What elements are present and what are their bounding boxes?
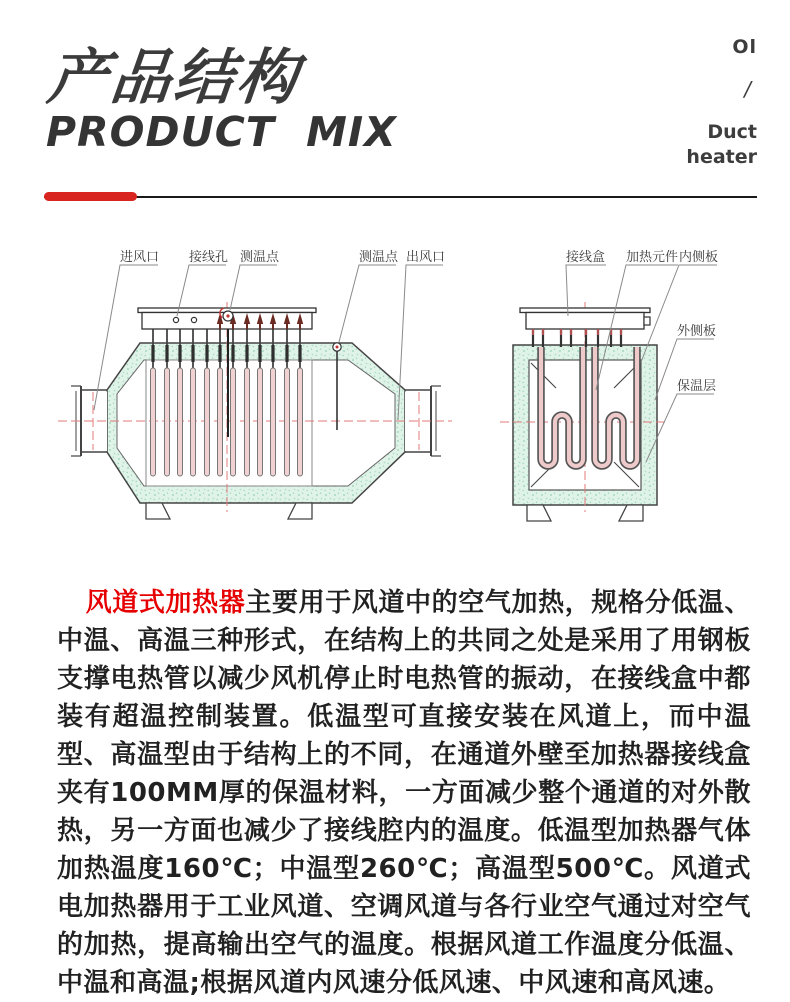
page-title: 产品结构 [44, 43, 304, 113]
left-diagram [58, 249, 452, 519]
right-post-red-tips [533, 329, 621, 335]
structure-diagrams [0, 240, 790, 530]
right-junction-box [526, 313, 644, 330]
label-wiring-hole: 接线孔 [189, 250, 229, 265]
label-inner-plate: 内侧板 [679, 250, 719, 265]
right-junction-box-plate [520, 308, 650, 313]
label-outer-plate: 外侧板 [677, 324, 717, 339]
wiring-hole-1 [173, 317, 178, 322]
description-lead: 风道式加热器 [85, 588, 246, 618]
product-description [57, 584, 751, 1002]
left-foot-2 [288, 503, 312, 519]
label-air-outlet: 出风口 [406, 250, 446, 265]
label-temp-point-1: 测温点 [240, 250, 280, 265]
label-junction-box: 接线盒 [566, 250, 606, 265]
label-insulation-layer: 保温层 [677, 379, 717, 394]
right-diagram [500, 249, 718, 521]
wiring-hole-2 [191, 317, 196, 322]
left-rod-arrow-shafts [220, 324, 300, 329]
right-foot-1 [527, 505, 551, 521]
label-heating-element: 加热元件 [626, 250, 679, 265]
section-index: Ol [732, 36, 757, 58]
divider-line [44, 196, 757, 198]
slash-separator: / [744, 77, 751, 101]
left-foot-1 [146, 503, 170, 519]
right-foot-2 [619, 505, 643, 521]
label-air-inlet: 进风口 [120, 250, 160, 265]
label-temp-point-2: 测温点 [359, 250, 399, 265]
duct-heater-diagram-svg [0, 240, 790, 530]
section-divider [44, 192, 757, 201]
product-name-line2: heater [686, 146, 757, 168]
junction-box-stub [644, 317, 650, 325]
corner-block [637, 38, 757, 167]
divider-accent-bar [44, 192, 137, 201]
description-body: 主要用于风道中的空气加热，规格分低温、中温、高温三种形式，在结构上的共同之处是采用了用钢板支撑电热管以减少风机停止时电热管的振动，在接线盒中都装有超温控制装置。低温型可直接安装在风道上，而中温型、高温型由于结构上的不同，在通道外壁至加热器接线盒夹有100MM厚的保温材料，一方面减少整个通道的对外散热，另一方面也减少了接线腔内的温度。低温型加热器气体加热温度160℃；中温型260℃；高温型500℃。风道式电加热器用于工业风道、空调风道与各行业空气通过对空气的加热，提高输出空气的温度。根据风道工作温度分低温、中温和高温;根据风道内风速分低风速、中风速和高风速。 [57, 588, 751, 998]
product-name-line1: Duct [707, 121, 757, 143]
page-subtitle-en: PRODUCT MIX [46, 108, 397, 156]
